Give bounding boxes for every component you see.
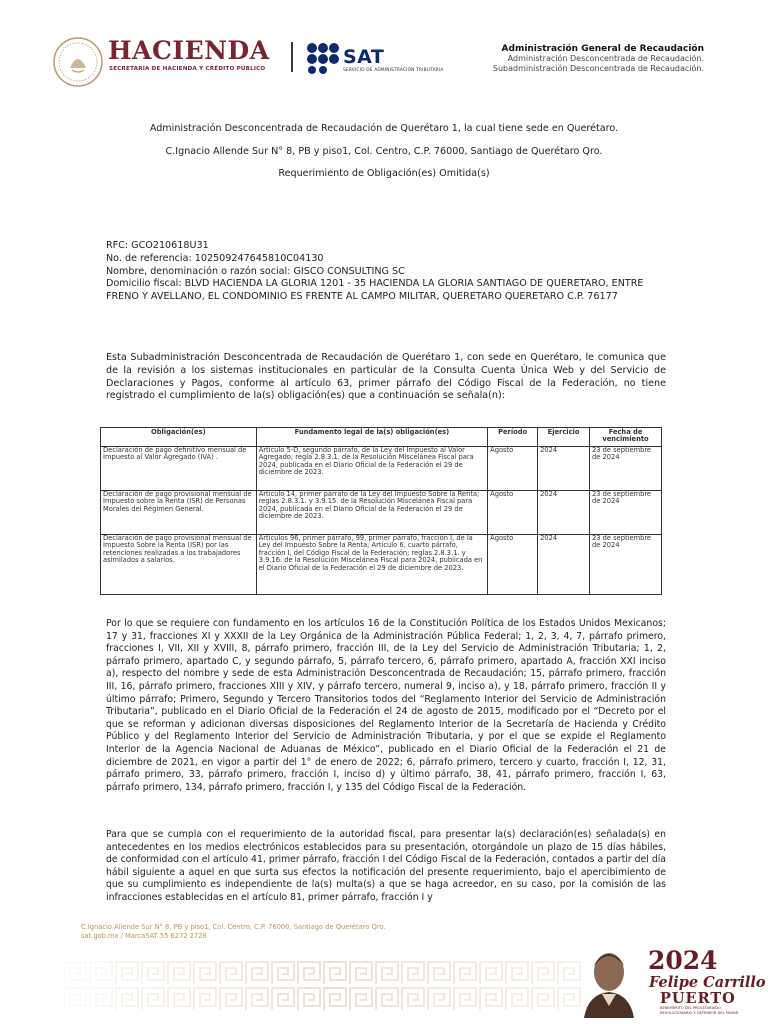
agency-subtitle-2: Subadministración Desconcentrada de Recaudación. bbox=[492, 64, 704, 73]
year-2024: 2024 bbox=[648, 946, 718, 975]
hacienda-logo-text: HACIENDA bbox=[108, 36, 270, 65]
rfc: RFC: GCO210618U31 bbox=[106, 240, 209, 251]
reference-number: No. de referencia: 102509247645810C04130 bbox=[106, 252, 324, 264]
cell-obligation: Declaración de pago definitivo mensual de Impuesto al Valor Agregado (IVA) . bbox=[101, 447, 257, 491]
puerto-name: PUERTO bbox=[660, 990, 736, 1007]
cell-due-date: 23 de septiembre de 2024 bbox=[590, 535, 662, 595]
col-header-period: Período bbox=[488, 428, 538, 447]
requirement-text: Para que se cumpla con el requerimiento de la autoridad fiscal, para presentar la(s) declaración(es) señalada(s) en antecedentes en los medios electrónicos establecidos para su presentación, otorgándole un plazo de 15 días hábiles, de conformidad con el artículo 41, primer párrafo, fracción I del Código Fiscal de la Federación, contados a partir del día hábil siguiente a aquel en que surta sus efectos la notificación del presente requerimiento, bajo el apercibimiento de que su cumplimiento es independiente de la(s) multa(s) a que se haga acreedor, en su caso, por la comisión de las infracciones establecidas en el artículo 81, primer párrafo, fracción I y bbox=[106, 829, 666, 903]
legal-basis-text: Por lo que se requiere con fundamento en los artículos 16 de la Constitución Política de los Estados Unidos Mexicanos; 17 y 31, fracciones XI y XXXII de la Ley Orgánica de la Administración Pública Federal; 1, 2, 3, 4, 7, párrafo primero, fracciones I, VII, XII y XVIII, 8, párrafo primero, fracción III, de la Ley del Servicio de Administración Tributaria; 1, 2, párrafo primero, apartado C, y segundo párrafo, 5, párrafo tercero, 6, párrafo primero, apartado A, fracción XXI inciso a), respecto del nombre y sede de esta Administración Desconcentrada de Recaudación; 15, párrafo primero, fracción III, 16, párrafo primero, fracciones XIII y XIV, y párrafo tercero, numeral 9, inciso a), y 18, párrafo primero, fracción II y último párrafo; Primero, Segundo y Tercero Transitorios todos del “Reglamento Interior del Servicio de Administración Tributaria”, publicado en el Diario Oficial de la Federación el 24 de agosto de 2015, modificado por el “Decreto por el que se reforman y adicionan diversas disposiciones del Reglamento Interior de la Secretaría de Hacienda y Crédito Público y del Reglamento Interior del Servicio de Administración Tributaria, y por el que se expide el Reglamento Interior de la Agencia Nacional de Aduanas de México”, publicado en el Diario Oficial de la Federación el 21 de diciembre de 2021, en vigor a partir del 1° de enero de 2022; 6, párrafo primero, tercero y cuarto, fracción I, 12, 31, párrafo primero, 33, párrafo primero, fracción I, inciso d) y último párrafo, 38, 41, párrafo primero, fracción I, 63, párrafo primero, 134, párrafo primero, fracción I, y 135 del Código Fiscal de la Federación. bbox=[106, 618, 666, 793]
cell-year: 2024 bbox=[538, 447, 590, 491]
office-line: Administración Desconcentrada de Recaudación de Querétaro 1, la cual tiene sede en Querétaro. bbox=[149, 123, 619, 134]
national-seal-icon bbox=[52, 36, 104, 88]
obligations-table bbox=[100, 427, 662, 595]
taxpayer-block bbox=[106, 240, 666, 304]
col-header-due-date: Fecha de vencimiento bbox=[590, 428, 662, 447]
cell-year: 2024 bbox=[538, 491, 590, 535]
legal-basis-paragraph bbox=[106, 618, 666, 794]
cell-period: Agosto bbox=[488, 491, 538, 535]
table-row bbox=[101, 447, 662, 491]
requirement-paragraph bbox=[106, 829, 666, 905]
cell-obligation: Declaración de pago provisional mensual de Impuesto Sobre la Renta (ISR) por las retenciones realizadas a los trabajadores asimilados a salarios. bbox=[101, 535, 257, 595]
hacienda-subtitle: SECRETARÍA DE HACIENDA Y CRÉDITO PÚBLICO bbox=[109, 66, 266, 72]
cell-due-date: 23 de septiembre de 2024 bbox=[590, 447, 662, 491]
cell-legal-basis: Artículo 5-D, segundo párrafo, de la Ley del Impuesto al Valor Agregado; regla 2.8.3.1. de la Resolución Miscelánea Fiscal para 2024, publicada en el Diario Oficial de la Federación el 29 de diciembre de 2023. bbox=[256, 447, 487, 491]
agency-subtitle-1: Administración Desconcentrada de Recaudación. bbox=[507, 54, 704, 63]
document-title: Requerimiento de Obligación(es) Omitida(s) bbox=[278, 168, 490, 179]
col-header-legal-basis: Fundamento legal de la(s) obligación(es) bbox=[256, 428, 487, 447]
letterhead bbox=[0, 0, 768, 100]
footer-address: C.Ignacio Allende Sur N° 8, PB y piso1, Col. Centro, C.P. 76000, Santiago de Querétaro Qro. bbox=[81, 923, 386, 931]
logo-divider bbox=[291, 42, 293, 72]
col-header-obligation: Obligación(es) bbox=[101, 428, 257, 447]
table-row bbox=[101, 535, 662, 595]
fiscal-domicile: Domicilio fiscal: BLVD HACIENDA LA GLORIA 1201 - 35 HACIENDA LA GLORIA SANTIAGO DE QUERETARO, ENTRE FRENO Y AVELLANO, EL CONDOMINIO ES FRENTE AL CAMPO MILITAR, QUERETARO QUERETARO C.P. 76177 bbox=[106, 278, 644, 303]
cell-period: Agosto bbox=[488, 447, 538, 491]
decorative-footer-pattern bbox=[62, 960, 582, 1012]
table-row bbox=[101, 491, 662, 535]
notice-paragraph bbox=[106, 352, 666, 403]
sat-subtitle: SERVICIO DE ADMINISTRACIÓN TRIBUTARIA bbox=[343, 68, 444, 73]
footer-phone: sat.gob.mx / MarcaSAT 55 6272 2728 bbox=[81, 931, 207, 940]
cell-year: 2024 bbox=[538, 535, 590, 595]
sat-logo-text: SAT bbox=[343, 46, 385, 68]
cell-period: Agosto bbox=[488, 535, 538, 595]
felipe-carrillo-portrait-icon bbox=[580, 942, 638, 1018]
office-address: C.Ignacio Allende Sur N° 8, PB y piso1, Col. Centro, C.P. 76000, Santiago de Querétaro Qro. bbox=[165, 146, 603, 157]
table-header-row bbox=[101, 428, 662, 447]
col-header-year: Ejercicio bbox=[538, 428, 590, 447]
commemoration-tagline: BENEMÉRITO DEL PROLETARIADO, REVOLUCIONARIO Y DEFENSOR DEL MAYAB bbox=[660, 1006, 738, 1015]
cell-legal-basis: Artículo 14, primer párrafo de la Ley del Impuesto Sobre la Renta; reglas 2.8.3.1. y 3.9.15. de la Resolución Miscelánea Fiscal para 2024, publicada en el Diario Oficial de la Federación el 29 de diciembre de 2023. bbox=[256, 491, 487, 535]
footer-contact bbox=[81, 923, 386, 940]
agency-block bbox=[493, 44, 704, 74]
felipe-carrillo-name: Felipe Carrillo bbox=[649, 974, 766, 991]
cell-obligation: Declaración de pago provisional mensual de Impuesto sobre la Renta (ISR) de Personas Morales del Régimen General. bbox=[101, 491, 257, 535]
cell-due-date: 23 de septiembre de 2024 bbox=[590, 491, 662, 535]
notice-text: Esta Subadministración Desconcentrada de Recaudación de Querétaro 1, con sede en Querétaro, le comunica que de la revisión a los sistemas institucionales en particular de la Consulta Cuenta Única Web y del Servicio de Declaraciones y Pagos, conforme al artículo 63, primer párrafo del Código Fiscal de la Federación, no tiene registrado el cumplimiento de la(s) obligación(es) que a continuación se señala(n): bbox=[106, 352, 666, 402]
sat-logo-icon bbox=[306, 42, 340, 74]
cell-legal-basis: Artículos 96, primer párrafo, 99, primer párrafo, fracción I, de la Ley del Impuesto Sobre la Renta; Artículo 6, cuarto párrafo, fracción I, del Código Fiscal de la Federación; reglas 2.8.3.1. y 3.9.16. de la Resolución Miscelánea Fiscal para 2024, publicada en el Diario Oficial de la Federación el 29 de diciembre de 2023. bbox=[256, 535, 487, 595]
taxpayer-name: Nombre, denominación o razón social: GISCO CONSULTING SC bbox=[106, 265, 405, 277]
agency-title: Administración General de Recaudación bbox=[501, 44, 704, 54]
